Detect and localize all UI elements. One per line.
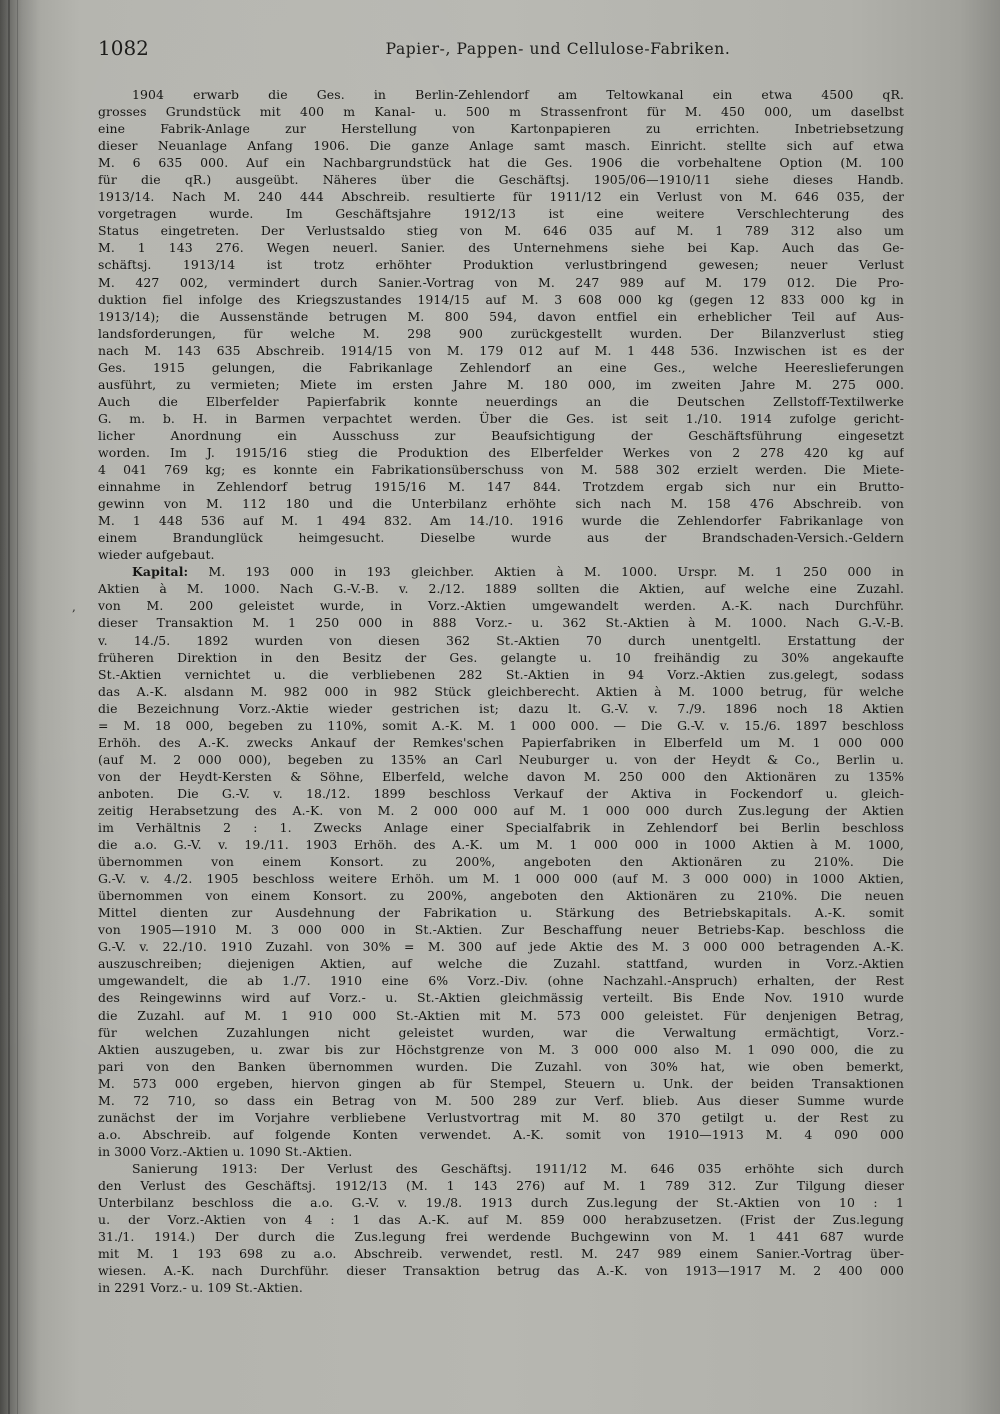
section-lead: Kapital:	[132, 564, 189, 580]
text-line: = M. 18 000, begeben zu 110%, somit A.-K. M. 1 000 000. — Die G.-V. v. 15./6. 1897 beschloss	[98, 717, 904, 733]
text-line: gewinn von M. 112 180 und die Unterbilanz erhöhte sich nach M. 158 476 Abschreib. von	[98, 496, 904, 512]
text-line: dieser Neuanlage Anfang 1906. Die ganze Anlage samt masch. Einricht. stellte sich auf etwa	[98, 138, 904, 154]
text-line: früheren Direktion in den Besitz der Ges. gelangte u. 10 freihändig zu 30% angekaufte	[98, 649, 904, 665]
text-line: M. 1 448 536 auf M. 1 494 832. Am 14./10. 1916 wurde die Zehlendorfer Fabrikanlage von	[98, 513, 904, 529]
text-line: eine Fabrik-Anlage zur Herstellung von Kartonpapieren zu errichten. Inbetriebsetzung	[98, 121, 904, 137]
text-line: von der Heydt-Kersten & Söhne, Elberfeld, welche davon M. 250 000 den Aktionären zu 135%	[98, 768, 904, 784]
page-number: 1082	[98, 36, 149, 60]
text-line: in 2291 Vorz.- u. 109 St.-Aktien.	[98, 1280, 303, 1296]
paragraph-kapital	[98, 563, 904, 1160]
text-line: die Bezeichnung Vorz.-Aktie wieder gestrichen ist; dazu lt. G.-V. v. 7./9. 1896 noch 18 Aktien	[98, 700, 904, 716]
text-line: von 1905—1910 M. 3 000 000 in St.-Aktien. Zur Beschaffung neuer Betriebs-Kap. beschloss die	[98, 922, 904, 938]
text-line: dieser Transaktion M. 1 250 000 in 888 Vorz.- u. 362 St.-Aktien à M. 1000. Nach G.-V.-B.	[98, 615, 904, 631]
text-line: (auf M. 2 000 000), begeben zu 135% an Carl Neuburger u. von der Heydt & Co., Berlin u.	[98, 751, 904, 767]
body-text	[98, 86, 904, 1296]
text-line: den Verlust des Geschäftsj. 1912/13 (M. 1 143 276) auf M. 1 789 312. Zur Tilgung dieser	[98, 1178, 904, 1193]
text-line: 1904 erwarb die Ges. in Berlin-Zehlendorf am Teltowkanal ein etwa 4500 qR.	[132, 87, 904, 102]
text-line: von M. 200 geleistet wurde, in Vorz.-Aktien umgewandelt werden. A.-K. nach Durchführ.	[98, 598, 904, 614]
text-line: St.-Aktien vernichtet u. die verbliebenen 282 St.-Aktien in 94 Vorz.-Aktien zus.gelegt, sodass	[98, 666, 904, 682]
text-line: grosses Grundstück mit 400 m Kanal- u. 500 m Strassenfront für M. 450 000, um daselbst	[98, 104, 904, 120]
text-line: pari von den Banken übernommen wurden. Die Zuzahl. von 30% hat, wie oben bemerkt,	[98, 1058, 904, 1074]
text-line: Sanierung 1913: Der Verlust des Geschäftsj. 1911/12 M. 646 035 erhöhte sich durch	[132, 1160, 904, 1176]
text-line: ausführt, zu vermieten; Miete im ersten Jahre M. 180 000, im zweiten Jahre M. 275 000.	[98, 376, 904, 392]
text-line: 1913/14. Nach M. 240 444 Abschreib. resultierte für 1911/12 ein Verlust von M. 646 035, der	[98, 189, 904, 205]
text-line: 31./1. 1914.) Der durch die Zus.legung frei werdende Buchgewinn von M. 1 441 687 wurde	[98, 1229, 904, 1245]
text-line: Ges. 1915 gelungen, die Fabrikanlage Zehlendorf an eine Ges., welche Heereslieferungen	[98, 359, 904, 375]
text-line: für die qR.) ausgeübt. Näheres über die Geschäftsj. 1905/06—1910/11 siehe dieses Handb.	[98, 172, 904, 188]
text-line: im Verhältnis 2 : 1. Zwecks Anlage einer Specialfabrik in Zehlendorf bei Berlin beschloss	[98, 820, 904, 836]
text-line: zunächst der im Vorjahre verbliebene Verlustvortrag mit M. 80 370 getilgt u. der Rest zu	[98, 1109, 904, 1125]
text-line: Auch die Elberfelder Papierfabrik konnte neuerdings an die Deutschen Zellstoff-Textilwerke	[98, 393, 904, 409]
text-line: einem Brandunglück heimgesucht. Dieselbe wurde aus der Brandschaden-Versich.-Geldern	[98, 530, 904, 546]
page-spine-shadow	[8, 0, 10, 1414]
text-line: vorgetragen wurde. Im Geschäftsjahre 1912/13 ist eine weitere Verschlechterung des	[98, 206, 904, 222]
text-line: Mittel dienten zur Ausdehnung der Fabrikation u. Stärkung des Betriebskapitals. A.-K. somit	[98, 905, 904, 921]
text-line: nach M. 143 635 Abschreib. 1914/15 von M. 179 012 auf M. 1 448 536. Inzwischen ist es der	[98, 342, 904, 358]
text-line: v. 14./5. 1892 wurden von diesen 362 St.-Aktien 70 durch unentgeltl. Erstattung der	[98, 632, 904, 648]
text-line: mit M. 1 193 698 zu a.o. Abschreib. verwendet, restl. M. 247 989 einem Sanier.-Vortrag über-	[98, 1246, 904, 1262]
text-line: M. 573 000 ergeben, hiervon gingen ab für Stempel, Steuern u. Unk. der beiden Transaktionen	[98, 1075, 904, 1091]
text-line: wieder aufgebaut.	[98, 547, 215, 563]
text-line: auszuschreiben; diejenigen Aktien, auf welche die Zuzahl. stattfand, wurden in Vorz.-Aktien	[98, 956, 904, 972]
text-line: für welchen Zuzahlungen nicht geleistet wurden, war die Verwaltung ermächtigt, Vorz.-	[98, 1024, 904, 1040]
text-line: landsforderungen, für welche M. 298 900 zurückgestellt wurden. Der Bilanzverlust stieg	[98, 325, 904, 341]
text-line: u. der Vorz.-Aktien von 4 : 1 das A.-K. auf M. 859 000 herabzusetzen. (Frist der Zus.legung	[98, 1212, 904, 1228]
text-line: G.-V. v. 22./10. 1910 Zuzahl. von 30% = M. 300 auf jede Aktie des M. 3 000 000 betragenden A.-K.	[98, 939, 904, 955]
text-line: M. 72 710, so dass ein Betrag von M. 500 289 zur Verf. blieb. Aus dieser Summe wurde	[98, 1092, 904, 1108]
text-line: zeitig Herabsetzung des A.-K. von M. 2 000 000 auf M. 1 000 000 durch Zus.legung der Aktien	[98, 802, 904, 818]
text-line: anboten. Die G.-V. v. 18./12. 1899 beschloss Verkauf der Aktiva in Fockendorf u. gleich-	[98, 785, 904, 801]
text-line: die a.o. G.-V. v. 19./11. 1903 Erhöh. des A.-K. um M. 1 000 000 in 1000 Aktien à M. 1000,	[98, 837, 904, 853]
text-line: M. 6 635 000. Auf ein Nachbargrundstück hat die Ges. 1906 die vorbehaltene Option (M. 100	[98, 155, 904, 171]
text-line: in 3000 Vorz.-Aktien u. 1090 St.-Aktien.	[98, 1143, 353, 1159]
text-line: worden. Im J. 1915/16 stieg die Produktion des Elberfelder Werkes von 2 278 420 kg auf	[98, 444, 904, 460]
text-line: übernommen von einem Konsort. zu 200%, angeboten den Aktionären zu 210%. Die	[98, 854, 904, 870]
text-line: a.o. Abschreib. auf folgende Konten verwendet. A.-K. somit von 1910—1913 M. 4 090 000	[98, 1126, 904, 1142]
text-line: Erhöh. des A.-K. zwecks Ankauf der Remkes'schen Papierfabriken in Elberfeld um M. 1 000 000	[98, 734, 904, 750]
text-line: G.-V. v. 4./2. 1905 beschloss weitere Erhöh. um M. 1 000 000 (auf M. 3 000 000) in 1000 Aktien,	[98, 871, 904, 887]
page-header	[98, 36, 918, 72]
text-line: duktion fiel infolge des Kriegszustandes 1914/15 auf M. 3 608 000 kg (gegen 12 833 000 kg in	[98, 291, 904, 307]
text-line: M. 427 002, vermindert durch Sanier.-Vortrag von M. 247 989 auf M. 179 012. Die Pro-	[98, 274, 904, 290]
text-line: umgewandelt, die ab 1./7. 1910 eine 6% Vorz.-Div. (ohne Nachzahl.-Anspruch) erhalten, der Rest	[98, 973, 904, 989]
text-line: 1913/14); die Aussenstände betrugen M. 800 594, davon entfiel ein erheblicher Teil auf Aus-	[98, 308, 904, 324]
text-line: des Reingewinns wird auf Vorz.- u. St.-Aktien gleichmässig verteilt. Bis Ende Nov. 1910 wurde	[98, 990, 904, 1006]
text-line: Unterbilanz beschloss die a.o. G.-V. v. 19./8. 1913 durch Zus.legung der St.-Aktien von 10 : 1	[98, 1195, 904, 1211]
text-line	[98, 563, 904, 580]
text-line: Aktien à M. 1000. Nach G.-V.-B. v. 2./12. 1889 sollten die Aktien, auf welche eine Zuzahl.	[98, 581, 904, 597]
text-line: die Zuzahl. auf M. 1 910 000 St.-Aktien mit M. 573 000 geleistet. Für denjenigen Betrag,	[98, 1007, 904, 1023]
text-line: wiesen. A.-K. nach Durchführ. dieser Transaktion betrug das A.-K. von 1913—1917 M. 2 400 000	[98, 1263, 904, 1279]
margin-mark: ,	[72, 600, 76, 614]
text-line: M. 1 143 276. Wegen neuerl. Sanier. des Unternehmens siehe bei Kap. Auch das Ge-	[98, 240, 904, 256]
text-line: einnahme in Zehlendorf betrug 1915/16 M. 147 844. Trotzdem ergab sich nur ein Brutto-	[98, 479, 904, 495]
paragraph-history	[98, 86, 904, 563]
text-line: 4 041 769 kg; es konnte ein Fabrikationsüberschuss von M. 588 302 erzielt werden. Die Miete-	[98, 462, 904, 478]
text-line: licher Anordnung ein Ausschuss zur Beaufsichtigung der Geschäftsführung eingesetzt	[98, 427, 904, 443]
text-line: Aktien auszugeben, u. zwar bis zur Höchstgrenze von M. 3 000 000 also M. 1 090 000, die zu	[98, 1041, 904, 1057]
text-line: schäftsj. 1913/14 ist trotz erhöhter Produktion verlustbringend gewesen; neuer Verlust	[98, 257, 904, 273]
text-line-content: M. 193 000 in 193 gleichber. Aktien à M. 1000. Urspr. M. 1 250 000 in	[208, 564, 904, 580]
text-line: übernommen von einem Konsort. zu 200%, angeboten den Aktionären zu 210%. Die neuen	[98, 888, 904, 904]
paragraph-sanierung	[98, 1160, 904, 1296]
running-head: Papier-, Pappen- und Cellulose-Fabriken.	[385, 40, 731, 58]
text-line: das A.-K. alsdann M. 982 000 in 982 Stück gleichberecht. Aktien à M. 1000 betrug, für welche	[98, 683, 904, 699]
page-spine-shadow-inner	[17, 0, 18, 1414]
text-line: G. m. b. H. in Barmen verpachtet werden. Über die Ges. ist seit 1./10. 1914 zufolge gericht-	[98, 410, 904, 426]
text-line: Status eingetreten. Der Verlustsaldo stieg von M. 646 035 auf M. 1 789 312 also um	[98, 223, 904, 239]
